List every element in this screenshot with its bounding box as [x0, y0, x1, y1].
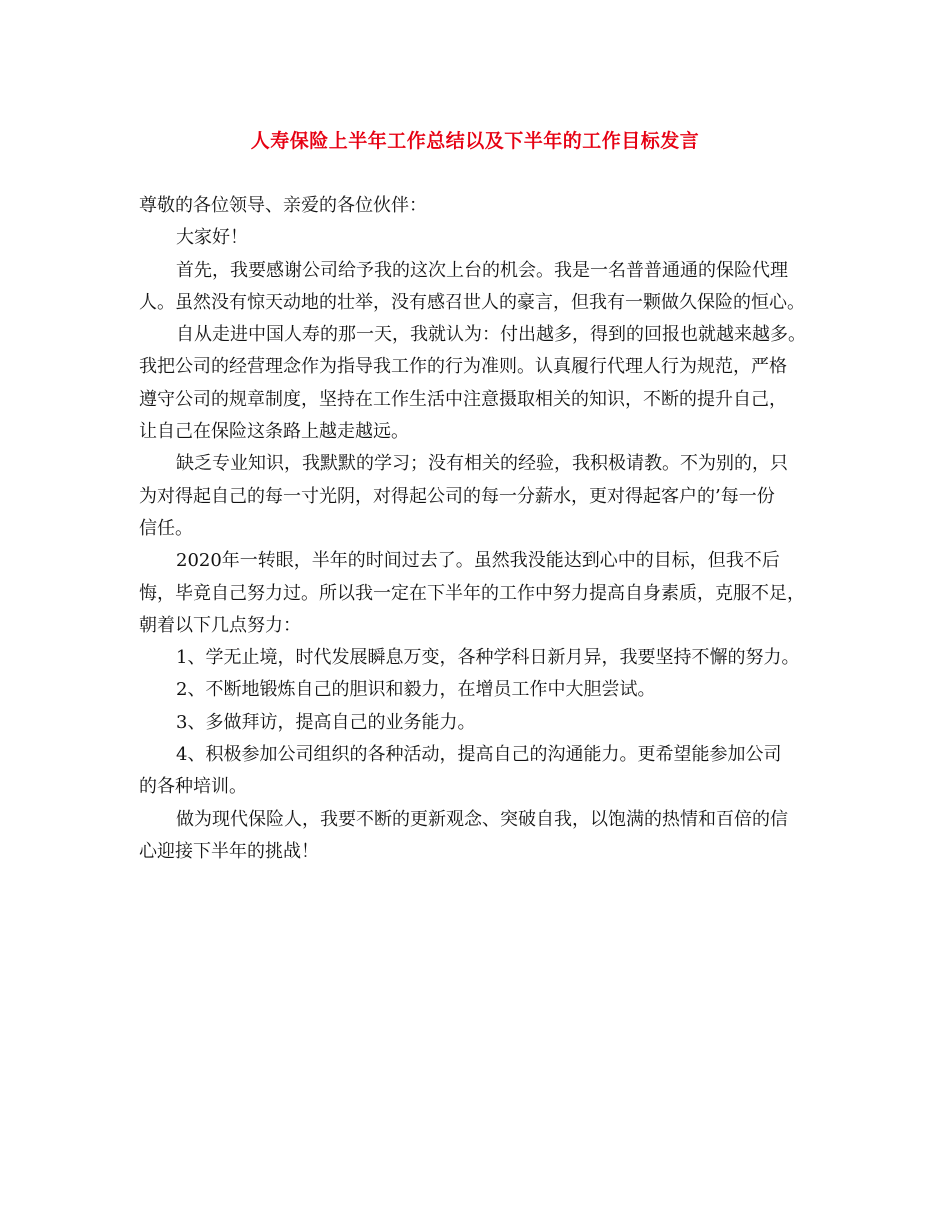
text-line: 的各种培训。 — [139, 776, 247, 798]
text-line: 2、不断地锻炼自己的胆识和毅力，在增员工作中大胆尝试。 — [176, 679, 656, 701]
text-line: 4、积极参加公司组织的各种活动，提高自己的沟通能力。更希望能参加公司 — [176, 744, 782, 766]
text-line: 首先，我要感谢公司给予我的这次上台的机会。我是一名普普通通的保险代理 — [176, 259, 788, 281]
text-line: 1、学无止境，时代发展瞬息万变，各种学科日新月异，我要坚持不懈的努力。 — [176, 647, 800, 669]
document-body — [139, 190, 829, 868]
text-line: 尊敬的各位领导、亲爱的各位伙伴： — [139, 195, 427, 216]
text-line: 我把公司的经营理念作为指导我工作的行为准则。认真履行代理人行为规范，严格 — [139, 356, 787, 378]
text-line: 做为现代保险人，我要不断的更新观念、突破自我，以饱满的热情和百倍的信 — [176, 808, 788, 830]
text-line: 为对得起自己的每一寸光阴，对得起公司的每一分薪水，更对得起客户的’每一份 — [139, 485, 775, 507]
text-line: 人。虽然没有惊天动地的壮举，没有感召世人的豪言，但我有一颗做久保险的恒心。 — [139, 291, 805, 313]
text-line: 悔，毕竟自己努力过。所以我一定在下半年的工作中努力提高自身素质，克服不足， — [139, 582, 805, 604]
text-line: 让自己在保险这条路上越走越远。 — [139, 421, 409, 443]
text-line: 心迎接下半年的挑战！ — [139, 840, 319, 862]
text-line: 遵守公司的规章制度，坚持在工作生活中注意摄取相关的知识，不断的提升自己， — [139, 388, 787, 410]
text-line: 大家好！ — [176, 227, 248, 249]
text-line: 3、多做拜访，提高自己的业务能力。 — [176, 711, 476, 733]
text-line: 朝着以下几点努力： — [139, 614, 301, 636]
text-line: 自从走进中国人寿的那一天，我就认为：付出越多，得到的回报也就越来越多。 — [176, 324, 806, 346]
text-line: 缺乏专业知识，我默默的学习；没有相关的经验，我积极请教。不为别的，只 — [176, 453, 788, 475]
document-title: 人寿保险上半年工作总结以及下半年的工作目标发言 — [250, 130, 700, 152]
text-line: 2020年一转眼，半年的时间过去了。虽然我没能达到心中的目标，但我不后 — [176, 550, 780, 572]
text-line: 信任。 — [139, 517, 193, 539]
